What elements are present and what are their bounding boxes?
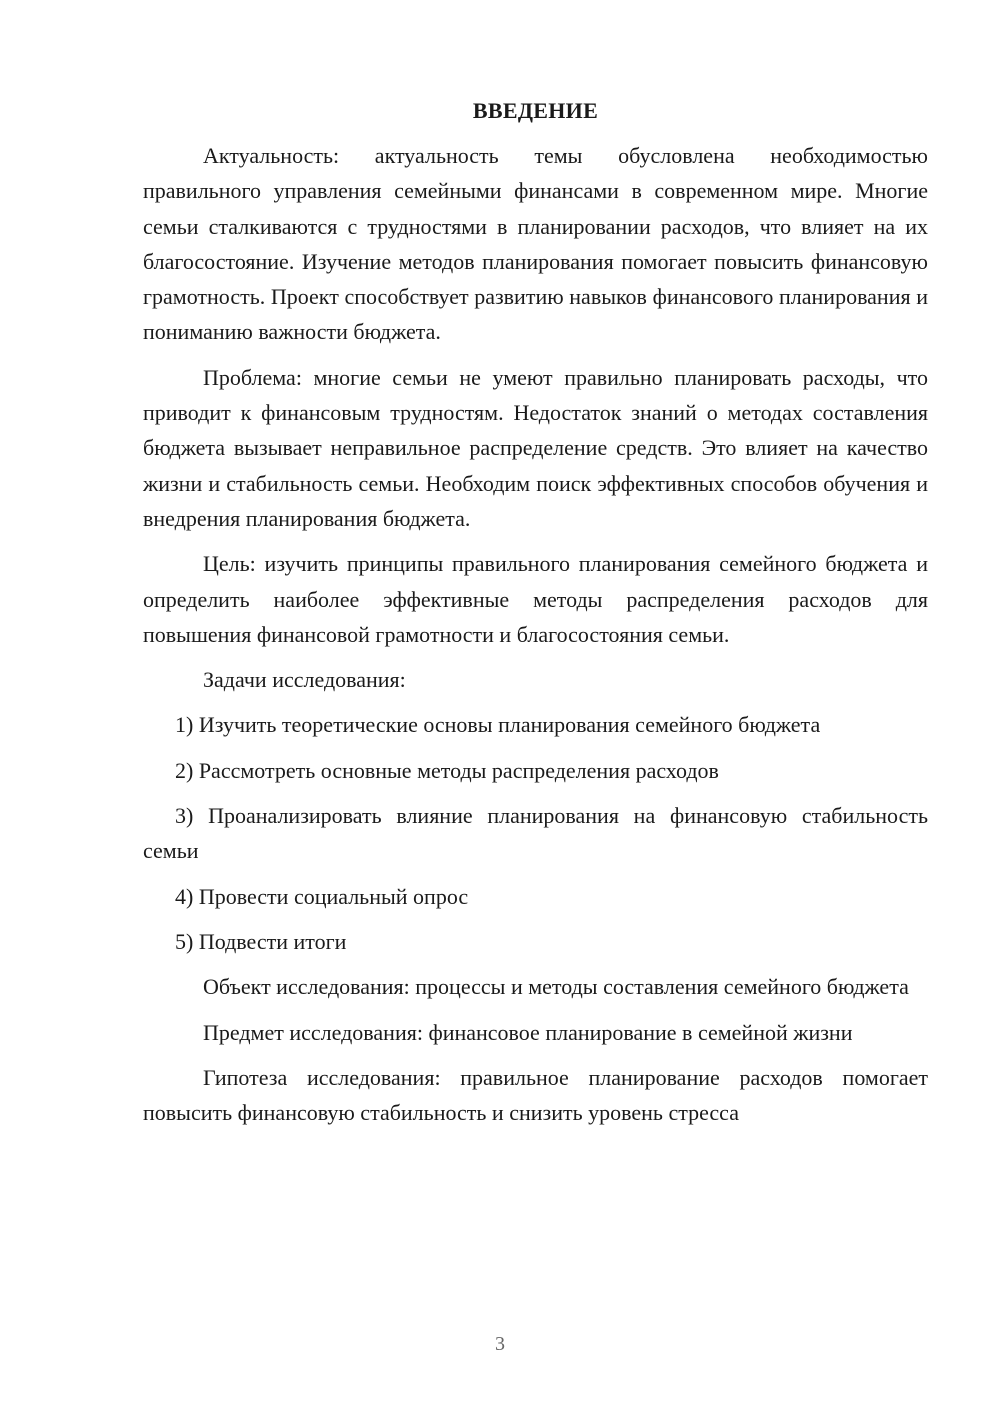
task-item-2: 2) Рассмотреть основные методы распределения расходов: [175, 757, 719, 783]
task-item-3: 3) Проанализировать влияние планирования на финансовую стабильность семьи: [143, 803, 928, 864]
document-page: [143, 94, 928, 1140]
task-item-1: 1) Изучить теоретические основы планирования семейного бюджета: [175, 712, 821, 738]
paragraph-subject: Предмет исследования: финансовое планирование в семейной жизни: [203, 1019, 853, 1045]
section-title: ВВЕДЕНИЕ: [472, 98, 599, 123]
paragraph-relevance: Актуальность: актуальность темы обусловлена необходимостью правильного управления семейными финансами в современном мире. Многие семьи сталкиваются с трудностями в планировании расходов, что влияет на их благосостояние. Изучение методов планирования помогает повысить финансовую грамотность. Проект способствует развитию навыков финансового планирования и пониманию важности бюджета.: [143, 143, 928, 345]
paragraph-object: Объект исследования: процессы и методы составления семейного бюджета: [203, 974, 909, 1000]
page-number: 3: [495, 1333, 505, 1355]
task-item-4: 4) Провести социальный опрос: [175, 883, 469, 909]
paragraph-hypothesis: Гипотеза исследования: правильное планирование расходов помогает повысить финансовую стабильность и снизить уровень стресса: [143, 1064, 928, 1126]
task-item-5: 5) Подвести итоги: [175, 928, 347, 954]
paragraph-problem: Проблема: многие семьи не умеют правильно планировать расходы, что приводит к финансовым трудностям. Недостаток знаний о методах составления бюджета вызывает неправильное распределение средств. Это влияет на качество жизни и стабильность семьи. Необходим поиск эффективных способов обучения и внедрения планирования бюджета.: [143, 364, 928, 531]
paragraph-goal: Цель: изучить принципы правильного планирования семейного бюджета и определить наиболее эффективные методы распределения расходов для повышения финансовой грамотности и благосостояния семьи.: [143, 551, 928, 647]
tasks-heading: Задачи исследования:: [203, 667, 406, 693]
